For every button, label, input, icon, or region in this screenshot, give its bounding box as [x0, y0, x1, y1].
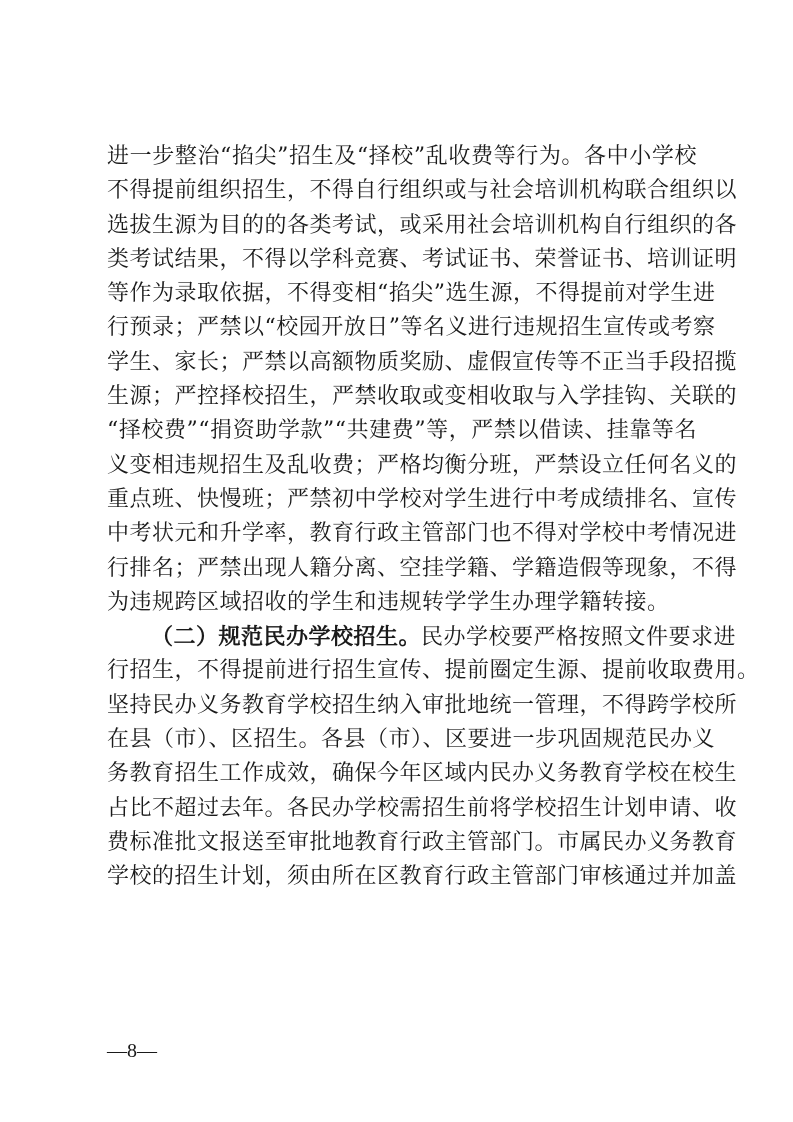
text-line: 等作为录取依据，不得变相“掐尖”选生源，不得提前对学生进 [107, 281, 716, 307]
text-line: 行排名；严禁出现人籍分离、空挂学籍、学籍造假等现象，不得 [107, 555, 738, 581]
text-run: 民办学校要严格按照文件要求进 [421, 625, 737, 651]
text-line: 费标准批文报送至审批地教育行政主管部门。市属民办义务教育 [107, 829, 738, 855]
text-line: 选拔生源为目的的各类考试，或采用社会培训机构自行组织的各 [107, 212, 738, 238]
text-line: 行预录；严禁以“校园开放日”等名义进行违规招生宣传或考察 [107, 315, 716, 341]
text-line: 类考试结果，不得以学科竞赛、考试证书、荣誉证书、培训证明 [107, 246, 738, 272]
text-line: 占比不超过去年。各民办学校需招生前将学校招生计划申请、收 [107, 795, 738, 821]
text-line: “择校费”“捐资助学款”“共建费”等，严禁以借读、挂靠等名 [107, 418, 697, 444]
body-text [107, 140, 760, 895]
paragraph-2 [107, 620, 760, 894]
text-line: 进一步整治“掐尖”招生及“择校”乱收费等行为。各中小学校 [107, 144, 697, 169]
text-line: 坚持民办义务教育学校招生纳入审批地统一管理，不得跨学校所 [107, 692, 738, 718]
text-line: 在县（市）、区招生。各县（市）、区要进一步巩固规范民办义 [107, 727, 716, 753]
text-line: 行招生，不得提前进行招生宣传、提前圈定生源、提前收取费用。 [107, 658, 760, 684]
text-line: 生源；严控择校招生，严禁收取或变相收取与入学挂钩、关联的 [107, 384, 738, 410]
paragraph-1 [107, 140, 738, 620]
text-line: 学校的招生计划，须由所在区教育行政主管部门审核通过并加盖 [107, 864, 738, 890]
text-line: 为违规跨区域招收的学生和违规转学学生办理学籍转接。 [107, 589, 670, 615]
page-number: —8— [107, 1040, 157, 1062]
text-line: 义变相违规招生及乱收费；严格均衡分班，严禁设立任何名义的 [107, 452, 738, 478]
text-line: 重点班、快慢班；严禁初中学校对学生进行中考成绩排名、宣传 [107, 486, 738, 512]
text-line [107, 620, 737, 654]
text-line: 学生、家长；严禁以高额物质奖励、虚假宣传等不正当手段招揽 [107, 349, 738, 375]
text-line: 务教育招生工作成效，确保今年区域内民办义务教育学校在校生 [107, 761, 738, 787]
text-line: 中考状元和升学率，教育行政主管部门也不得对学校中考情况进 [107, 521, 738, 547]
text-line: 不得提前组织招生，不得自行组织或与社会培训机构联合组织以 [107, 178, 738, 204]
section-heading: （二）规范民办学校招生。 [151, 624, 422, 651]
